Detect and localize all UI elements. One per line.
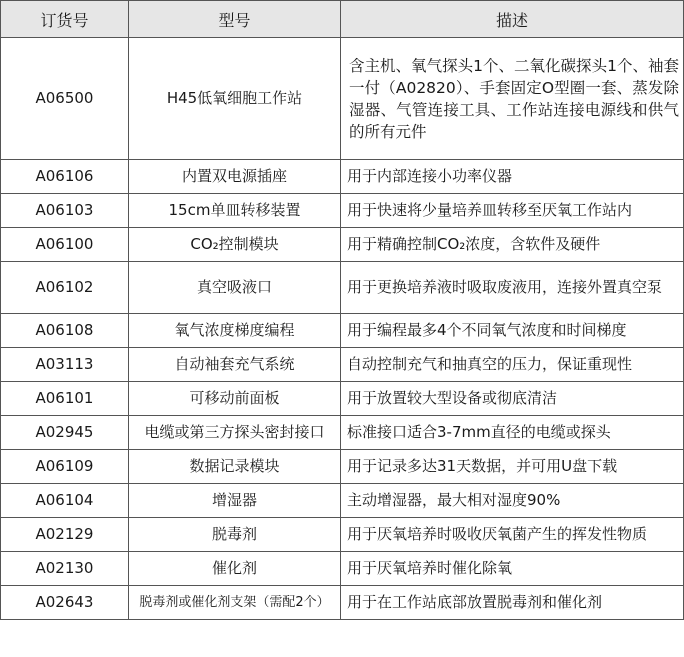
header-model: 型号 — [129, 1, 341, 38]
table-row — [1, 38, 684, 160]
order-number-cell: A06102 — [1, 262, 129, 314]
table-row — [1, 262, 684, 314]
order-number-cell: A06109 — [1, 450, 129, 484]
order-number-cell: A06101 — [1, 382, 129, 416]
header-description: 描述 — [341, 1, 684, 38]
table-row — [1, 518, 684, 552]
table-row — [1, 586, 684, 620]
order-number-cell: A03113 — [1, 348, 129, 382]
description-cell: 用于更换培养液时吸取废液用，连接外置真空泵 — [341, 262, 684, 314]
description-cell: 标准接口适合3-7mm直径的电缆或探头 — [341, 416, 684, 450]
table-row — [1, 160, 684, 194]
table-row — [1, 450, 684, 484]
description-cell: 含主机、氧气探头1个、二氧化碳探头1个、袖套一付（A02820）、手套固定O型圈一套、蒸发除湿器、气管连接工具、工作站连接电源线和供气的所有元件 — [341, 38, 684, 160]
model-cell: 可移动前面板 — [129, 382, 341, 416]
table-row — [1, 228, 684, 262]
order-number-cell: A02643 — [1, 586, 129, 620]
model-cell: 真空吸液口 — [129, 262, 341, 314]
description-cell: 用于在工作站底部放置脱毒剂和催化剂 — [341, 586, 684, 620]
model-cell: 内置双电源插座 — [129, 160, 341, 194]
description-cell: 用于编程最多4个不同氧气浓度和时间梯度 — [341, 314, 684, 348]
description-cell: 用于记录多达31天数据，并可用U盘下载 — [341, 450, 684, 484]
order-number-cell: A06104 — [1, 484, 129, 518]
order-number-cell: A06103 — [1, 194, 129, 228]
table-row — [1, 194, 684, 228]
description-cell: 用于内部连接小功率仪器 — [341, 160, 684, 194]
description-cell: 用于放置较大型设备或彻底清洁 — [341, 382, 684, 416]
description-cell: 用于厌氧培养时吸收厌氧菌产生的挥发性物质 — [341, 518, 684, 552]
order-number-cell: A02129 — [1, 518, 129, 552]
description-cell: 用于厌氧培养时催化除氧 — [341, 552, 684, 586]
model-cell: 数据记录模块 — [129, 450, 341, 484]
table-row — [1, 484, 684, 518]
description-cell: 用于快速将少量培养皿转移至厌氧工作站内 — [341, 194, 684, 228]
model-cell: CO₂控制模块 — [129, 228, 341, 262]
order-number-cell: A06500 — [1, 38, 129, 160]
table-row — [1, 416, 684, 450]
description-cell: 主动增湿器，最大相对湿度90% — [341, 484, 684, 518]
model-cell: 电缆或第三方探头密封接口 — [129, 416, 341, 450]
order-number-cell: A06108 — [1, 314, 129, 348]
order-number-cell: A06106 — [1, 160, 129, 194]
header-order-number: 订货号 — [1, 1, 129, 38]
table-row — [1, 382, 684, 416]
model-cell: 增湿器 — [129, 484, 341, 518]
order-number-cell: A02945 — [1, 416, 129, 450]
order-number-cell: A06100 — [1, 228, 129, 262]
model-cell: 脱毒剂或催化剂支架（需配2个） — [129, 586, 341, 620]
table-row — [1, 348, 684, 382]
header-row — [1, 1, 684, 38]
model-cell: 脱毒剂 — [129, 518, 341, 552]
table-row — [1, 314, 684, 348]
model-cell: H45低氧细胞工作站 — [129, 38, 341, 160]
model-cell: 氧气浓度梯度编程 — [129, 314, 341, 348]
description-cell: 用于精确控制CO₂浓度，含软件及硬件 — [341, 228, 684, 262]
table-row — [1, 552, 684, 586]
model-cell: 催化剂 — [129, 552, 341, 586]
model-cell: 自动袖套充气系统 — [129, 348, 341, 382]
order-number-cell: A02130 — [1, 552, 129, 586]
model-cell: 15cm单皿转移装置 — [129, 194, 341, 228]
description-cell: 自动控制充气和抽真空的压力，保证重现性 — [341, 348, 684, 382]
